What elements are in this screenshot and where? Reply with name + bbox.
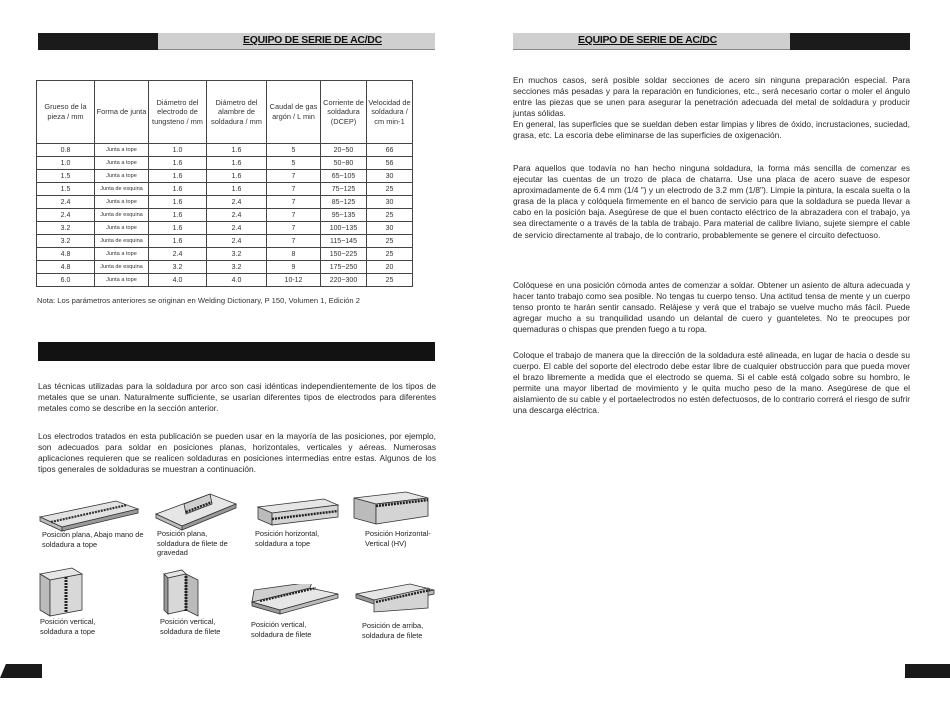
table-row: [37, 196, 413, 209]
table-cell: 66: [367, 144, 413, 157]
table-cell: 95~135: [321, 209, 367, 222]
table-cell: 4.0: [207, 274, 267, 287]
table-row: [37, 170, 413, 183]
table-cell: 0.8: [37, 144, 95, 157]
vertical-butt-weld-illustration: [36, 566, 86, 618]
table-cell: 2.4: [37, 209, 95, 222]
table-row: [37, 274, 413, 287]
table-cell: 7: [267, 196, 321, 209]
figure-caption-6: Posición vertical, soldadura de filete: [160, 617, 221, 636]
table-cell: Junta a tope: [95, 157, 149, 170]
table-cell: 20~50: [321, 144, 367, 157]
left-header-dark-block: [38, 33, 158, 50]
table-cell: 7: [267, 235, 321, 248]
table-cell: 1.6: [149, 183, 207, 196]
table-cell: 4.8: [37, 248, 95, 261]
flat-butt-weld-illustration: [38, 493, 143, 533]
table-cell: 2.4: [207, 209, 267, 222]
table-cell: Junta a tope: [95, 196, 149, 209]
table-cell: 25: [367, 183, 413, 196]
right-paragraph-4: Colóquese en una posición cómoda antes de comenzar a soldar. Obtener un asiento de altura adecuada y hacer tanto trabajo como sea posible. No tengas tu cuerpo tenso. Una actitud tensa de mente y un cuerpo tenso pronto te harán sentir cansado. Relájese y verá que el trabajo se vuelve mucho más fácil. Puede agregar mucho a su tranquilidad usando un delantal de cuero y guanteletes. No te preocupes por quemaduras o chispas que prenden fuego a tu ropa.: [513, 280, 910, 335]
table-cell: 1.0: [149, 144, 207, 157]
table-cell: 2.4: [207, 235, 267, 248]
header-caudal: Caudal de gas argón / L min: [267, 81, 321, 144]
table-row: [37, 261, 413, 274]
right-paragraph-1: En muchos casos, será posible soldar secciones de acero sin ninguna preparación especial. Para secciones más pesadas y para la reparación en fundiciones, etc., será necesario cortar o moler el ángulo entre las piezas que se unen para asegurar la penetración adecuada del metal de soldadura y producir juntas sólidas.: [513, 75, 910, 119]
table-cell: 1.5: [37, 170, 95, 183]
table-cell: 1.6: [149, 170, 207, 183]
header-velocidad: Velocidad de soldadura / cm min-1: [367, 81, 413, 144]
horizontal-vertical-weld-illustration: [350, 490, 434, 528]
table-cell: 1.5: [37, 183, 95, 196]
table-cell: 75~125: [321, 183, 367, 196]
right-header-title: EQUIPO DE SERIE DE AC/DC: [578, 34, 717, 46]
table-cell: 7: [267, 170, 321, 183]
table-row: [37, 183, 413, 196]
table-cell: 175~250: [321, 261, 367, 274]
table-cell: 1.6: [149, 157, 207, 170]
table-cell: 25: [367, 209, 413, 222]
table-cell: 56: [367, 157, 413, 170]
flat-fillet-weld-illustration: [150, 490, 242, 534]
right-paragraph-5: Coloque el trabajo de manera que la dirección de la soldadura esté alineada, en lugar de hacia o desde su cuerpo. El cable del soporte del electrodo debe estar libre de cualquier obstrucción para que pueda mover el brazo libremente a medida que el electrodo se quema. Si el cable está colgado sobre su hombro, le permite una mayor libertad de movimiento y le quita mucho peso de la mano. Asegúrese de que el aislamiento de su cable y el portaelectrodos no estén defectuosos, de lo contrario correrá el riesgo de sufrir una descarga eléctrica.: [513, 350, 910, 416]
table-cell: Junta de esquina: [95, 235, 149, 248]
table-row: [37, 209, 413, 222]
table-cell: 3.2: [37, 235, 95, 248]
table-cell: 5: [267, 157, 321, 170]
table-cell: 150~225: [321, 248, 367, 261]
table-cell: 9: [267, 261, 321, 274]
table-cell: 1.6: [149, 235, 207, 248]
right-header-bar: [513, 33, 910, 50]
table-cell: 25: [367, 248, 413, 261]
right-header-dark-block: [790, 33, 910, 50]
table-cell: 3.2: [207, 261, 267, 274]
table-cell: 1.6: [149, 196, 207, 209]
header-forma: Forma de junta: [95, 81, 149, 144]
table-cell: 7: [267, 222, 321, 235]
table-row: [37, 222, 413, 235]
header-grueso: Grueso de la pieza / mm: [37, 81, 95, 144]
table-cell: 6.0: [37, 274, 95, 287]
table-cell: 30: [367, 170, 413, 183]
table-body: [37, 144, 413, 287]
header-diametro-alambre: Diámetro del alambre de soldadura / mm: [207, 81, 267, 144]
table-cell: 2.4: [207, 196, 267, 209]
table-cell: 65~105: [321, 170, 367, 183]
table-cell: 2.4: [207, 222, 267, 235]
header-diametro-electrodo: Diámetro del electrodo de tungsteno / mm: [149, 81, 207, 144]
table-cell: 5: [267, 144, 321, 157]
table-cell: Junta a tope: [95, 170, 149, 183]
left-paragraph-2: Los electrodos tratados en esta publicación se pueden usar en la mayoría de las posiciones, por ejemplo, son adecuados para soldar en posiciones planas, horizontales, verticales y aéreas. Numerosas aplicaciones requieren que se realicen soldaduras en posiciones intermedias entre estas. Algunos de los tipos generales de soldaduras se muestran a continuación.: [38, 431, 436, 475]
table-row: [37, 157, 413, 170]
right-page-corner-marker: [905, 664, 950, 678]
figure-caption-7: Posición vertical, soldadura de filete: [251, 620, 312, 639]
table-cell: 1.6: [207, 170, 267, 183]
table-cell: Junta de esquina: [95, 261, 149, 274]
table-cell: 20: [367, 261, 413, 274]
table-cell: 220~300: [321, 274, 367, 287]
figure-caption-3: Posición horizontal, soldadura a tope: [255, 529, 320, 548]
vertical-fillet-weld-illustration: [160, 568, 202, 618]
table-cell: 4.0: [149, 274, 207, 287]
table-cell: 1.6: [207, 144, 267, 157]
right-paragraph-3: Para aquellos que todavía no han hecho ninguna soldadura, la forma más sencilla de comenzar es ejecutar las cuentas de un trozo de placa de chatarra. Use una placa de acero suave de espesor aproximadamente de 6.4 mm (1/4 ") y un electrodo de 3.2 mm (1/8"). Limpie la pintura, la escala suelta o la grasa de la placa y colóquela firmemente en el banco de servicio para que la soldadura se pueda llevar a cabo en la posición baja. Asegúrese de que el buen contacto eléctrico de la abrazadera con el trabajo, ya sea directamente o a través de la tabla de trabajo. Para material de calibre liviano, sujete siempre el cable de servicio directamente al trabajo, de lo contrario, probablemente se genere el circuito defectuoso.: [513, 163, 910, 240]
table-cell: 1.6: [207, 157, 267, 170]
table-cell: 10-12: [267, 274, 321, 287]
table-cell: 85~125: [321, 196, 367, 209]
figure-caption-2: Posición plana, soldadura de filete de gravedad: [157, 529, 228, 558]
table-cell: Junta a tope: [95, 144, 149, 157]
table-note: Nota: Los parámetros anteriores se originan en Welding Dictionary, P 150, Volumen 1, Edición 2: [37, 296, 360, 305]
left-header-bar: [38, 33, 435, 50]
table-row: [37, 248, 413, 261]
table-cell: 1.6: [149, 222, 207, 235]
table-cell: 2.4: [149, 248, 207, 261]
vertical-fillet-weld-2-illustration: [248, 584, 342, 616]
welding-parameters-table: [36, 80, 413, 287]
table-cell: 2.4: [37, 196, 95, 209]
table-cell: 1.6: [149, 209, 207, 222]
horizontal-butt-weld-illustration: [254, 495, 342, 529]
table-header-row: [37, 81, 413, 144]
table-cell: Junta a tope: [95, 222, 149, 235]
figure-caption-4: Posición Horizontal- Vertical (HV): [365, 529, 431, 548]
table-cell: 50~80: [321, 157, 367, 170]
table-cell: Junta a tope: [95, 274, 149, 287]
right-paragraph-2: En general, las superficies que se sueldan deben estar limpias y libres de óxido, incrustaciones, suciedad, grasa, etc. La escoria debe eliminarse de las superficies de oxigenación.: [513, 119, 910, 141]
table-cell: 1.0: [37, 157, 95, 170]
section-title-band: [38, 342, 435, 361]
table-cell: 3.2: [207, 248, 267, 261]
table-cell: Junta de esquina: [95, 209, 149, 222]
table-cell: 7: [267, 183, 321, 196]
table-cell: 25: [367, 235, 413, 248]
header-corriente: Corriente de soldadura (DCEP): [321, 81, 367, 144]
figure-caption-5: Posición vertical, soldadura a tope: [40, 617, 96, 636]
table-cell: Junta a tope: [95, 248, 149, 261]
table-cell: 8: [267, 248, 321, 261]
left-header-title: EQUIPO DE SERIE DE AC/DC: [243, 34, 382, 46]
table-cell: 115~145: [321, 235, 367, 248]
table-cell: 25: [367, 274, 413, 287]
table-cell: Junta de esquina: [95, 183, 149, 196]
table-cell: 1.6: [207, 183, 267, 196]
figure-caption-8: Posición de arriba, soldadura de filete: [362, 621, 424, 640]
table-row: [37, 235, 413, 248]
figure-caption-1: Posición plana, Abajo mano de soldadura a tope: [42, 530, 144, 549]
table-cell: 100~135: [321, 222, 367, 235]
left-paragraph-1: Las técnicas utilizadas para la soldadura por arco son casi idénticas independientemente de los tipos de metales que se unan. Naturalmente sufficiente, se usarían diferentes tipos de electrodos para diferentes metales como se describe en la sección anterior.: [38, 381, 436, 414]
table-cell: 30: [367, 196, 413, 209]
table-row: [37, 144, 413, 157]
table-cell: 4.8: [37, 261, 95, 274]
table-cell: 3.2: [149, 261, 207, 274]
table-cell: 30: [367, 222, 413, 235]
table-cell: 7: [267, 209, 321, 222]
overhead-fillet-weld-illustration: [352, 580, 438, 614]
left-page-corner-marker: [0, 664, 42, 678]
table-cell: 3.2: [37, 222, 95, 235]
